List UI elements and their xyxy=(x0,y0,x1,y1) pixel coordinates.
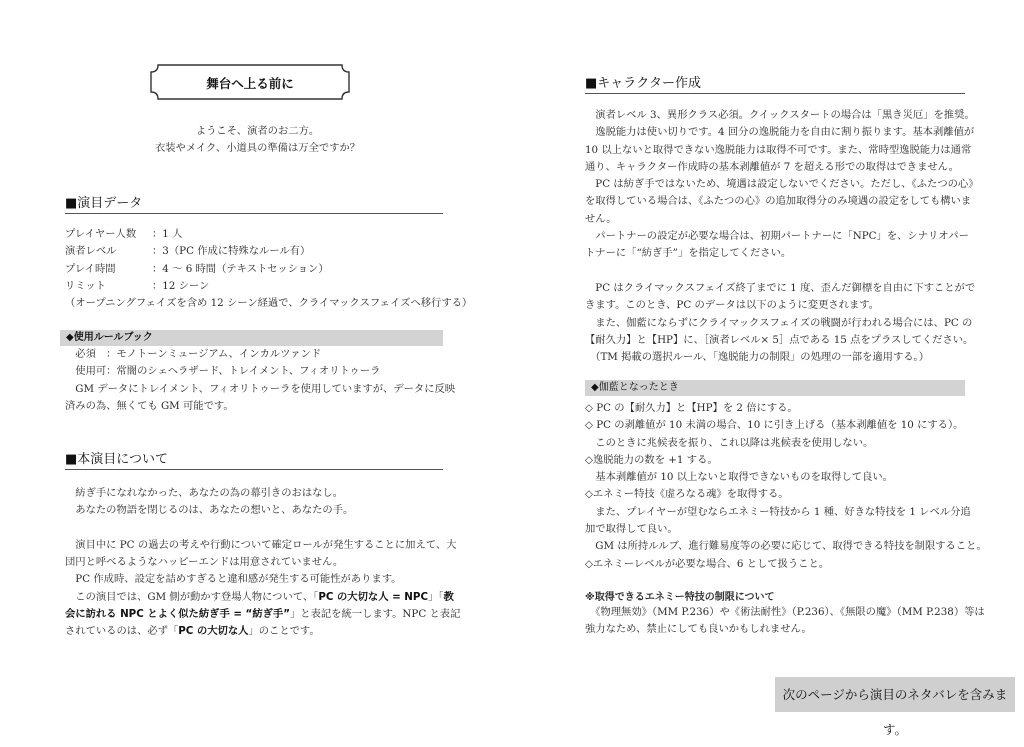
subheading-rulebooks: ◆使用ルールブック xyxy=(60,330,443,346)
text-line: ◇エネミーレベルが必要な場合、6 として扱うこと。 xyxy=(585,557,830,570)
enemy-skill-limit-lines xyxy=(585,604,985,639)
emphasis-text: 教 xyxy=(443,590,454,603)
text-segment: 」と表記を統一します。NPC と表記 xyxy=(289,608,461,621)
text-line: パートナーの設定が必要な場合は、初期パートナーに「NPC」を、シナリオパー xyxy=(585,230,969,243)
text-line: ◇ PC の【耐久力】と【HP】を 2 倍にする。 xyxy=(585,402,798,414)
row-value: ：4 ～ 6 時間（テキストセッション） xyxy=(152,262,329,275)
text-line: 使用可：常闇のシェヘラザード、トレイメント、フィオリトゥーラ xyxy=(65,365,381,378)
text-line: GM データにトレイメント、フィオリトゥーラを使用していますが、データに反映 xyxy=(65,382,456,395)
text-line: 基本剥離値が 10 以上ないと取得できないものを取得して良い。 xyxy=(585,471,893,484)
text-line xyxy=(65,606,460,623)
text-segment: この演目では、GM 側が動かす登場人物について、「 xyxy=(65,590,319,603)
row-label: プレイヤー人数 xyxy=(65,228,137,240)
performance-data-table xyxy=(65,226,473,312)
subheading-enemy-skill-limit: ※取得できるエネミー特技の制限について xyxy=(585,592,775,603)
emphasis-text: 会に訪れる NPC とよく似た紡ぎ手 = “紡ぎ手” xyxy=(65,608,290,621)
text-line xyxy=(585,263,979,280)
page-title: 舞台へ上る前に xyxy=(206,76,294,91)
text-line: 演目中に PC の過去の考えや行動について確定ロールが発生することに加えて、大 xyxy=(65,538,457,551)
text-line: 加で取得して良い。 xyxy=(585,523,678,536)
data-row-players xyxy=(65,226,443,243)
note-text: （オープニングフェイズを含め 12 シーン経過で、クライマックスフェイズへ移行する） xyxy=(65,297,473,310)
text-line: ◇ PC の剥離値が 10 未満の場合、10 に引き上げる（基本剥離値を 10 にする）。 xyxy=(585,419,964,432)
row-label: リミット xyxy=(65,279,106,292)
text-segment: されているのは、必ず「 xyxy=(65,625,179,638)
data-note xyxy=(65,295,473,312)
text-line: このときに兆候表を振り、これ以降は兆候表を使用しない。 xyxy=(585,436,874,449)
text-line: きます。このとき、PC のデータは以下のように変更されます。 xyxy=(585,299,880,312)
text-line: PC はクライマックスフェイズ終了までに 1 度、歪んだ御標を自由に下すことがで xyxy=(585,281,976,294)
text-line: 演者レベル 3、異形クラス必須。クイックスタートの場合は「黒き災厄」を推奨。 xyxy=(585,109,975,121)
text-line: トナーに「“紡ぎ手”」を指定してください。 xyxy=(585,247,792,260)
text-line: PC 作成時、設定を詰めすぎると違和感が発生する可能性があります。 xyxy=(65,573,402,586)
text-line: また、プレイヤーが望むならエネミー特技から 1 種、好きな特技を 1 レベル分追 xyxy=(585,505,971,518)
text-line: 衣装やメイク、小道具の準備は万全ですか？ xyxy=(154,142,361,155)
text-line: （TM 掲載の選択ルール、「逸脱能力の制限」の処理の一部を適用する。） xyxy=(585,351,929,364)
text-line: ◇エネミー特技《虚ろなる魂》を取得する。 xyxy=(585,488,789,501)
text-line: 強力なため、禁止にしても良いかもしれません。 xyxy=(585,623,812,636)
rulebook-lines xyxy=(65,346,455,415)
text-line: GM は所持ルルブ、進行難易度等の必要に応じて、取得できる特技を制限すること。 xyxy=(585,540,987,553)
text-line: 済みの為、無くても GM 可能です。 xyxy=(65,399,234,412)
text-line: あなたの物語を閉じるのは、あなたの想いと、あなたの手。 xyxy=(65,504,354,517)
text-line: 紡ぎ手になれなかった、あなたの為の幕引きのおはなし。 xyxy=(65,487,344,499)
text-line xyxy=(65,623,460,640)
title-frame xyxy=(150,64,350,100)
character-creation-lines xyxy=(585,107,979,366)
text-segment: 」「 xyxy=(428,590,444,603)
text-line: 10 以上ないと取得できない逸脱能力は取得不可です。また、常時型逸脱能力は通常 xyxy=(585,143,972,156)
text-line: 必須 ：モノトーンミュージアム、インカルツァンド xyxy=(65,348,322,360)
text-line: ようこそ、演者のお二方。 xyxy=(195,125,320,137)
text-line xyxy=(65,589,460,606)
data-row-limit xyxy=(65,278,443,295)
row-label: 演者レベル xyxy=(65,245,117,258)
text-line: を取得している場合は、《ふたつの心》の追加取得分のみ境遇の設定をしても構いま xyxy=(585,195,972,208)
data-row-level xyxy=(65,243,443,260)
row-label: プレイ時間 xyxy=(65,262,116,275)
row-value: ：3（PC 作成に特殊なルール有） xyxy=(152,245,311,258)
welcome-message xyxy=(65,122,450,157)
row-value: ：12 シーン xyxy=(152,279,210,292)
text-line xyxy=(65,520,460,537)
text-line: 団円と呼べるようなハッピーエンドは用意されていません。 xyxy=(65,556,344,569)
data-row-time xyxy=(65,261,443,278)
text-line: 【耐久力】と【HP】に、［演者レベル× 5］点である 15 点をプラスしてください。 xyxy=(585,333,974,346)
text-line: ◇逸脱能力の数を +1 する。 xyxy=(585,453,718,466)
text-line: 《物理無効》（MM P.236）や《術法耐性》（P.236）、《無限の魔》（MM P.238）等は xyxy=(585,606,985,618)
section-heading-character-creation: ■キャラクター作成 xyxy=(585,72,965,94)
text-line: PC は紡ぎ手ではないため、境遇は設定しないでください。ただし、《ふたつの心》 xyxy=(585,178,979,191)
section-heading-performance-data: ■演目データ xyxy=(65,192,443,214)
emphasis-text: PC の大切な人 = NPC xyxy=(318,590,429,603)
section-heading-about: ■本演目について xyxy=(65,448,443,470)
subheading-garan: ◆伽藍となったとき xyxy=(585,380,965,396)
text-segment: 」のことです。 xyxy=(248,625,320,638)
emphasis-text: PC の大切な人 xyxy=(178,625,249,638)
text-line: 通り、キャラクター作成時の基本剥離値が 7 を超える形での取得はできません。 xyxy=(585,160,959,173)
row-value: ：1 人 xyxy=(152,228,183,240)
garan-lines xyxy=(585,400,987,573)
spoiler-notice: 次のページから演目のネタバレを含みます。 xyxy=(775,677,1015,712)
text-line: 逸脱能力は使い切りです。4 回分の逸脱能力を自由に割り振ります。基本剥離値が xyxy=(585,126,975,139)
about-lines xyxy=(65,485,460,641)
text-line: また、伽藍にならずにクライマックスフェイズの戦闘が行われる場合には、PC の xyxy=(585,316,973,329)
text-line: せん。 xyxy=(585,212,617,225)
